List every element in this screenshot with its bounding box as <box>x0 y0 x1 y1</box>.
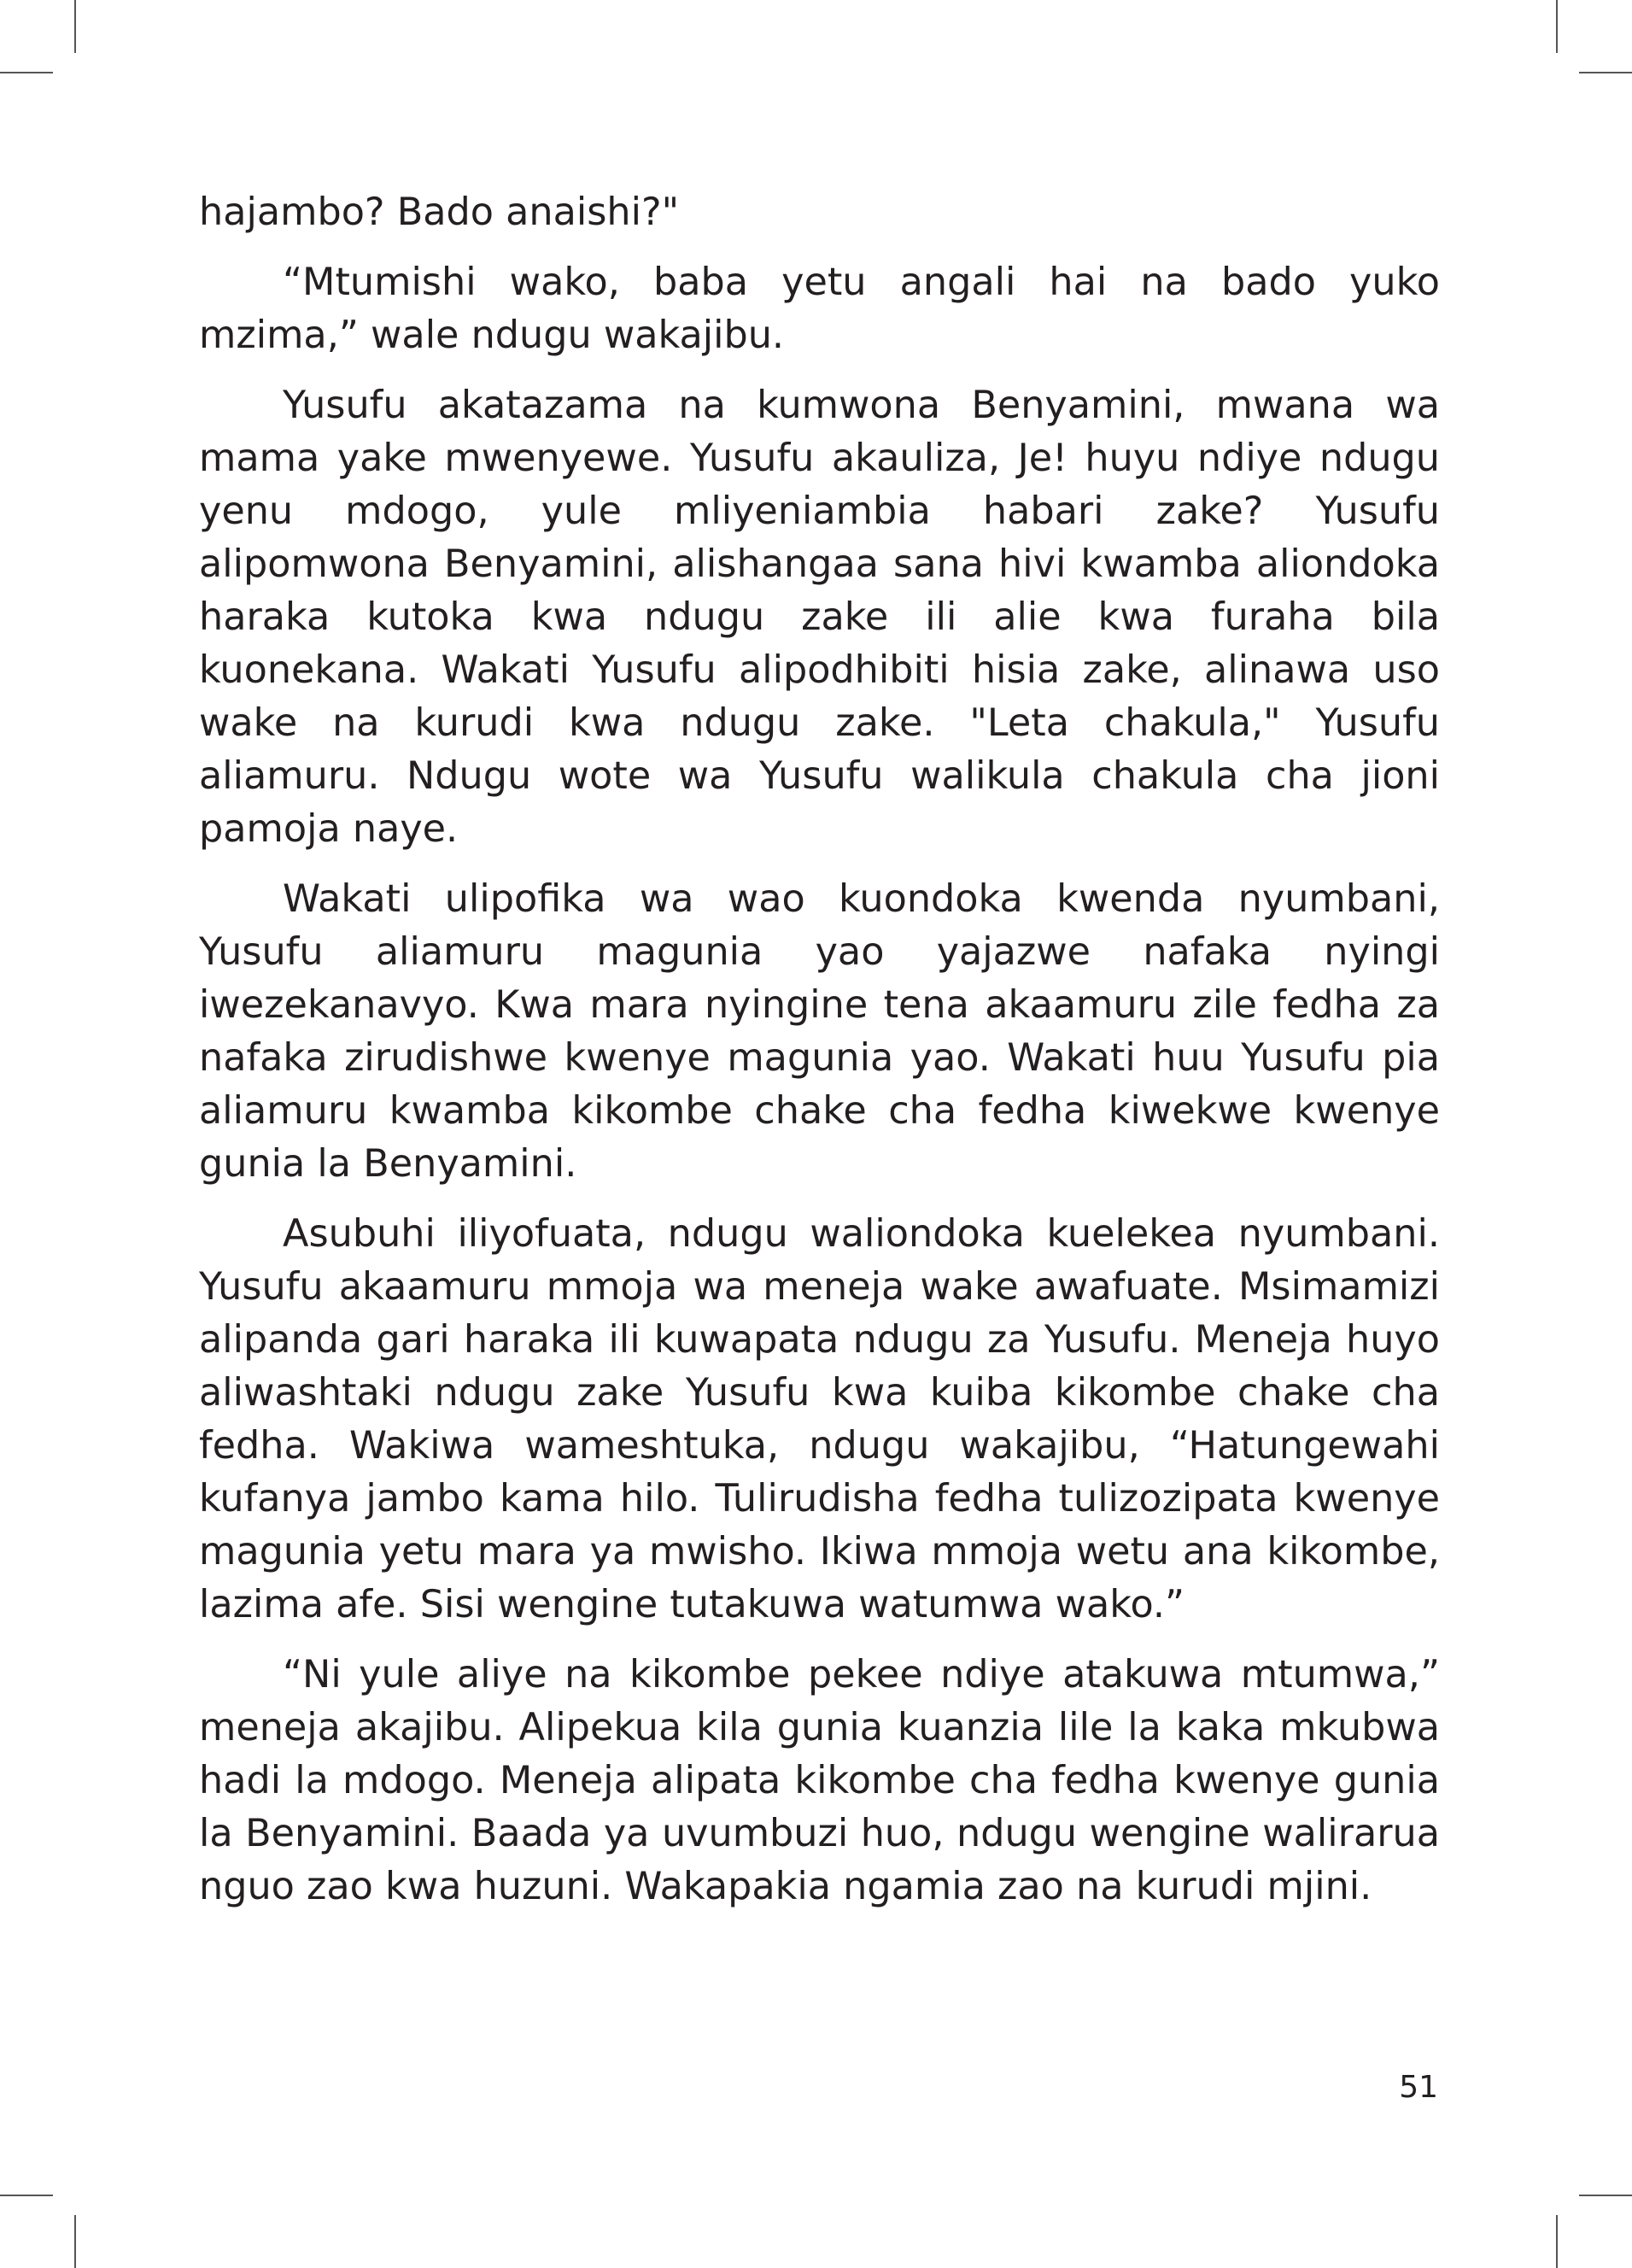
crop-mark-bottom-right-horizontal <box>1579 2195 1632 2196</box>
crop-mark-top-right-horizontal <box>1579 72 1632 73</box>
paragraph-5: Asubuhi iliyofuata, ndugu waliondoka kuelekea nyumbani. Yusufu akaamuru mmoja wa meneja wake awafuate. Msimamizi alipanda gari haraka ili kuwapata ndugu za Yusufu. Meneja huyo aliwashtaki ndugu zake Yusufu kwa kuiba kikombe chake cha fedha. Wakiwa wameshtuka, ndugu wakajibu, “Hatungewahi kufanya jambo kama hilo. Tulirudisha fedha tulizozipata kwenye magunia yetu mara ya mwisho. Ikiwa mmoja wetu ana kikombe, lazima afe. Sisi wengine tutakuwa watumwa wako.” <box>199 1212 1440 1626</box>
paragraph-2: “Mtumishi wako, baba yetu angali hai na bado yuko mzima,” wale ndugu wakajibu. <box>199 261 1440 357</box>
story-text <box>199 186 1440 1931</box>
crop-mark-top-left-vertical <box>74 0 76 53</box>
crop-mark-bottom-right-vertical <box>1556 2215 1558 2268</box>
crop-mark-bottom-left-horizontal <box>0 2195 53 2196</box>
page-number: 51 <box>1399 2070 1438 2105</box>
crop-mark-bottom-left-vertical <box>74 2215 76 2268</box>
paragraph-6: “Ni yule aliye na kikombe pekee ndiye atakuwa mtumwa,” meneja akajibu. Alipekua kila gunia kuanzia lile la kaka mkubwa hadi la mdogo. Meneja alipata kikombe cha fedha kwenye gunia la Benyamini. Baada ya uvumbuzi huo, ndugu wengine walirarua nguo zao kwa huzuni. Wakapakia ngamia zao na kurudi mjini. <box>199 1653 1440 1908</box>
paragraph-4: Wakati ulipofika wa wao kuondoka kwenda nyumbani, Yusufu aliamuru magunia yao yajazwe nafaka nyingi iwezekanavyo. Kwa mara nyingine tena akaamuru zile fedha za nafaka zirudishwe kwenye magunia yao. Wakati huu Yusufu pia aliamuru kwamba kikombe chake cha fedha kiwekwe kwenye gunia la Benyamini. <box>199 877 1440 1186</box>
crop-mark-top-left-horizontal <box>0 72 53 73</box>
paragraph-3: Yusufu akatazama na kumwona Benyamini, mwana wa mama yake mwenyewe. Yusufu akauliza, Je! huyu ndiye ndugu yenu mdogo, yule mliyeniambia habari zake? Yusufu alipomwona Benyamini, alishangaa sana hivi kwamba aliondoka haraka kutoka kwa ndugu zake ili alie kwa furaha bila kuonekana. Wakati Yusufu alipodhibiti hisia zake, alinawa uso wake na kurudi kwa ndugu zake. "Leta chakula," Yusufu aliamuru. Ndugu wote wa Yusufu walikula chakula cha jioni pamoja naye. <box>199 384 1440 851</box>
paragraph-1: hajambo? Bado anaishi?" <box>199 190 680 234</box>
crop-mark-top-right-vertical <box>1556 0 1558 53</box>
